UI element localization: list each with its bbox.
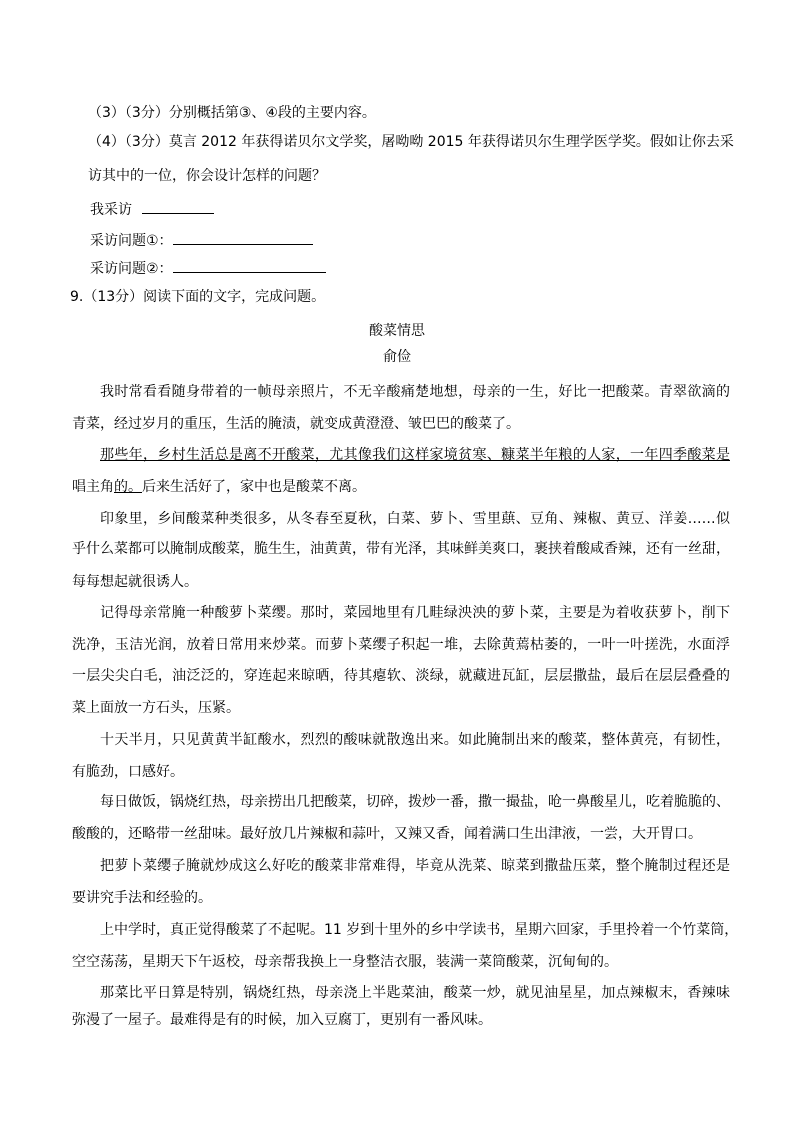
interview-q2-blank[interactable]: [173, 260, 326, 273]
paragraph-line: 一层尖尖白毛，油泛泛的，穿连起来晾晒，待其瘪软、淡绿，就藏进瓦缸，层层撒盐，最后在层层叠叠的: [72, 668, 730, 684]
interview-q1-blank[interactable]: [173, 232, 313, 245]
interview-q1-row: [90, 232, 313, 248]
paragraph-line: 乎什么菜都可以腌制成酸菜，脆生生，油黄黄，带有光泽，其味鲜美爽口，裹挟着酸咸香辣，还有一丝甜，: [72, 541, 730, 557]
underlined-sentence-end: 的。: [114, 479, 142, 495]
interview-q2-row: [90, 260, 326, 276]
question-9: 9.（13分）阅读下面的文字，完成问题。: [70, 289, 326, 305]
interviewee-row: [90, 201, 214, 217]
question-3: （3）（3分）分别概括第③、④段的主要内容。: [88, 105, 376, 121]
paragraph-line: 洗净，玉洁光润，放着日常用来炒菜。而萝卜菜缨子积起一堆，去除黄蔫枯萎的，一叶一叶搓洗，水面浮: [72, 637, 730, 653]
passage-title: 酸菜情思: [369, 323, 425, 339]
paragraph-line: 印象里，乡间酸菜种类很多，从冬春至夏秋，白菜、萝卜、雪里蕻、豆角、辣椒、黄豆、洋姜……似: [100, 511, 730, 527]
paragraph-line: 菜上面放一方石头，压紧。: [72, 700, 240, 716]
paragraph-line: 青菜，经过岁月的重压，生活的腌渍，就变成黄澄澄、皱巴巴的酸菜了。: [72, 416, 520, 432]
text: 唱主角: [72, 479, 114, 495]
interview-q1-label: 采访问题①：: [90, 233, 173, 249]
interviewee-label: 我采访: [90, 202, 132, 218]
paragraph-line: 有脆劲，口感好。: [72, 764, 184, 780]
paragraph-line: 那菜比平日算是特别，锅烧红热，母亲浇上半匙菜油，酸菜一炒，就见油星星，加点辣椒末，香辣味: [100, 985, 730, 1001]
paragraph-line: 酸酸的，还略带一丝甜味。最好放几片辣椒和蒜叶，又辣又香，闻着满口生出津液，一尝，大开胃口。: [72, 826, 702, 842]
paragraph-line: [72, 479, 730, 495]
paragraph-line: 十天半月，只见黄黄半缸酸水，烈烈的酸味就散逸出来。如此腌制出来的酸菜，整体黄亮，有韧性，: [100, 732, 730, 748]
paragraph-line: 弥漫了一屋子。最难得是有的时候，加入豆腐丁，更别有一番风味。: [72, 1012, 492, 1028]
paragraph-line: 每每想起就很诱人。: [72, 574, 198, 590]
paragraph-line: 我时常看看随身带着的一帧母亲照片，不无辛酸痛楚地想，母亲的一生，好比一把酸菜。青翠欲滴的: [100, 384, 730, 400]
text: 后来生活好了，家中也是酸菜不离。: [142, 479, 366, 495]
question-4-line1: （4）（3分）莫言 2012 年获得诺贝尔文学奖，屠呦呦 2015 年获得诺贝尔生理学医学奖。假如让你去采: [88, 134, 734, 150]
underlined-sentence: 那些年，乡村生活总是离不开酸菜，尤其像我们这样家境贫寒、糠菜半年粮的人家，一年四季酸菜是: [100, 447, 730, 463]
paragraph-line: 记得母亲常腌一种酸萝卜菜缨。那时，菜园地里有几畦绿泱泱的萝卜菜，主要是为着收获萝卜，削下: [100, 605, 730, 621]
interviewee-blank[interactable]: [142, 201, 214, 214]
paragraph-line: 每日做饭，锅烧红热，母亲捞出几把酸菜，切碎，拨炒一番，撒一撮盐，呛一鼻酸星儿，吃着脆脆的、: [100, 794, 730, 810]
paragraph-line: 空空荡荡，星期天下午返校，母亲帮我换上一身整洁衣服，装满一菜筒酸菜，沉甸甸的。: [72, 954, 618, 970]
passage-author: 俞俭: [383, 349, 411, 365]
interview-q2-label: 采访问题②：: [90, 261, 173, 277]
paragraph-line: 把萝卜菜缨子腌就炒成这么好吃的酸菜非常难得，毕竟从洗菜、晾菜到撒盐压菜，整个腌制过程还是: [100, 858, 730, 874]
paragraph-line: 上中学时，真正觉得酸菜了不起呢。11 岁到十里外的乡中学读书，星期六回家，手里拎着一个竹菜筒，: [100, 922, 739, 938]
question-4-line2: 访其中的一位，你会设计怎样的问题？: [88, 168, 326, 184]
paragraph-line: 要讲究手法和经验的。: [72, 890, 212, 906]
